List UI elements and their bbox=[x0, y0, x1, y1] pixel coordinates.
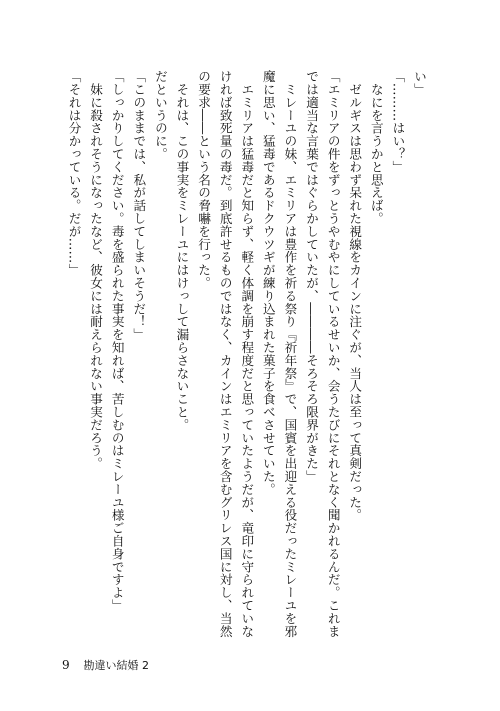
page-number: 9 bbox=[62, 658, 70, 672]
text-line: 「エミリアの件をずっとうやむやにしているせいか、会うたびにそれとなく聞かれるんだ。これま bbox=[325, 70, 341, 638]
page-footer bbox=[62, 658, 149, 673]
text-line: ければ致死量の毒だ。到底許せるものではなく、カインはエミリアを含むグリレス国に対し、当然 bbox=[217, 70, 233, 638]
text-line: ミレーユの妹、エミリアは豊作を祈る祭り『祈年祭』で、国賓を出迎える役だったミレーユを邪 bbox=[282, 70, 298, 638]
text-line: 妹に殺されそうになったなど、彼女には耐えられない事実だろう。 bbox=[88, 70, 104, 470]
text-line: 魔に思い、猛毒であるドクウツギが練り込まれた菓子を食べさせていた。 bbox=[260, 70, 276, 496]
text-line: だというのに。 bbox=[152, 70, 168, 161]
text-line: それは、この事実をミレーユにはけっして漏らさないこと。 bbox=[174, 70, 190, 432]
text-line: エミリアは猛毒だと知らず、軽く体調を崩す程度だと思っていたようだが、竜印に守られていな bbox=[239, 70, 255, 638]
text-line: 「このままでは、私が話してしまいそうだ！」 bbox=[131, 70, 147, 341]
text-line: ゼルギスは思わず呆れた視線をカインに注ぐが、当人は至って真剣だった。 bbox=[347, 70, 363, 522]
text-line: い」 bbox=[412, 70, 427, 96]
text-line: の要求――という名の脅嚇を行った。 bbox=[196, 70, 212, 290]
text-line: 「しっかりしてください。毒を盛られた事実を知れば、苦しむのはミレーユ様ご自身ですよ」 bbox=[109, 70, 125, 612]
book-title: 勘違い結婚 2 bbox=[83, 659, 149, 672]
text-line: では適当な言葉ではぐらかしていたが、――――そろそろ限界がきた」 bbox=[304, 70, 320, 483]
text-line: なにを言うかと思えば。 bbox=[368, 70, 384, 225]
text-line: 「………はい？」 bbox=[390, 70, 406, 174]
vertical-body-text bbox=[60, 70, 430, 645]
text-line: 「それは分かっている。だが……」 bbox=[66, 70, 82, 277]
